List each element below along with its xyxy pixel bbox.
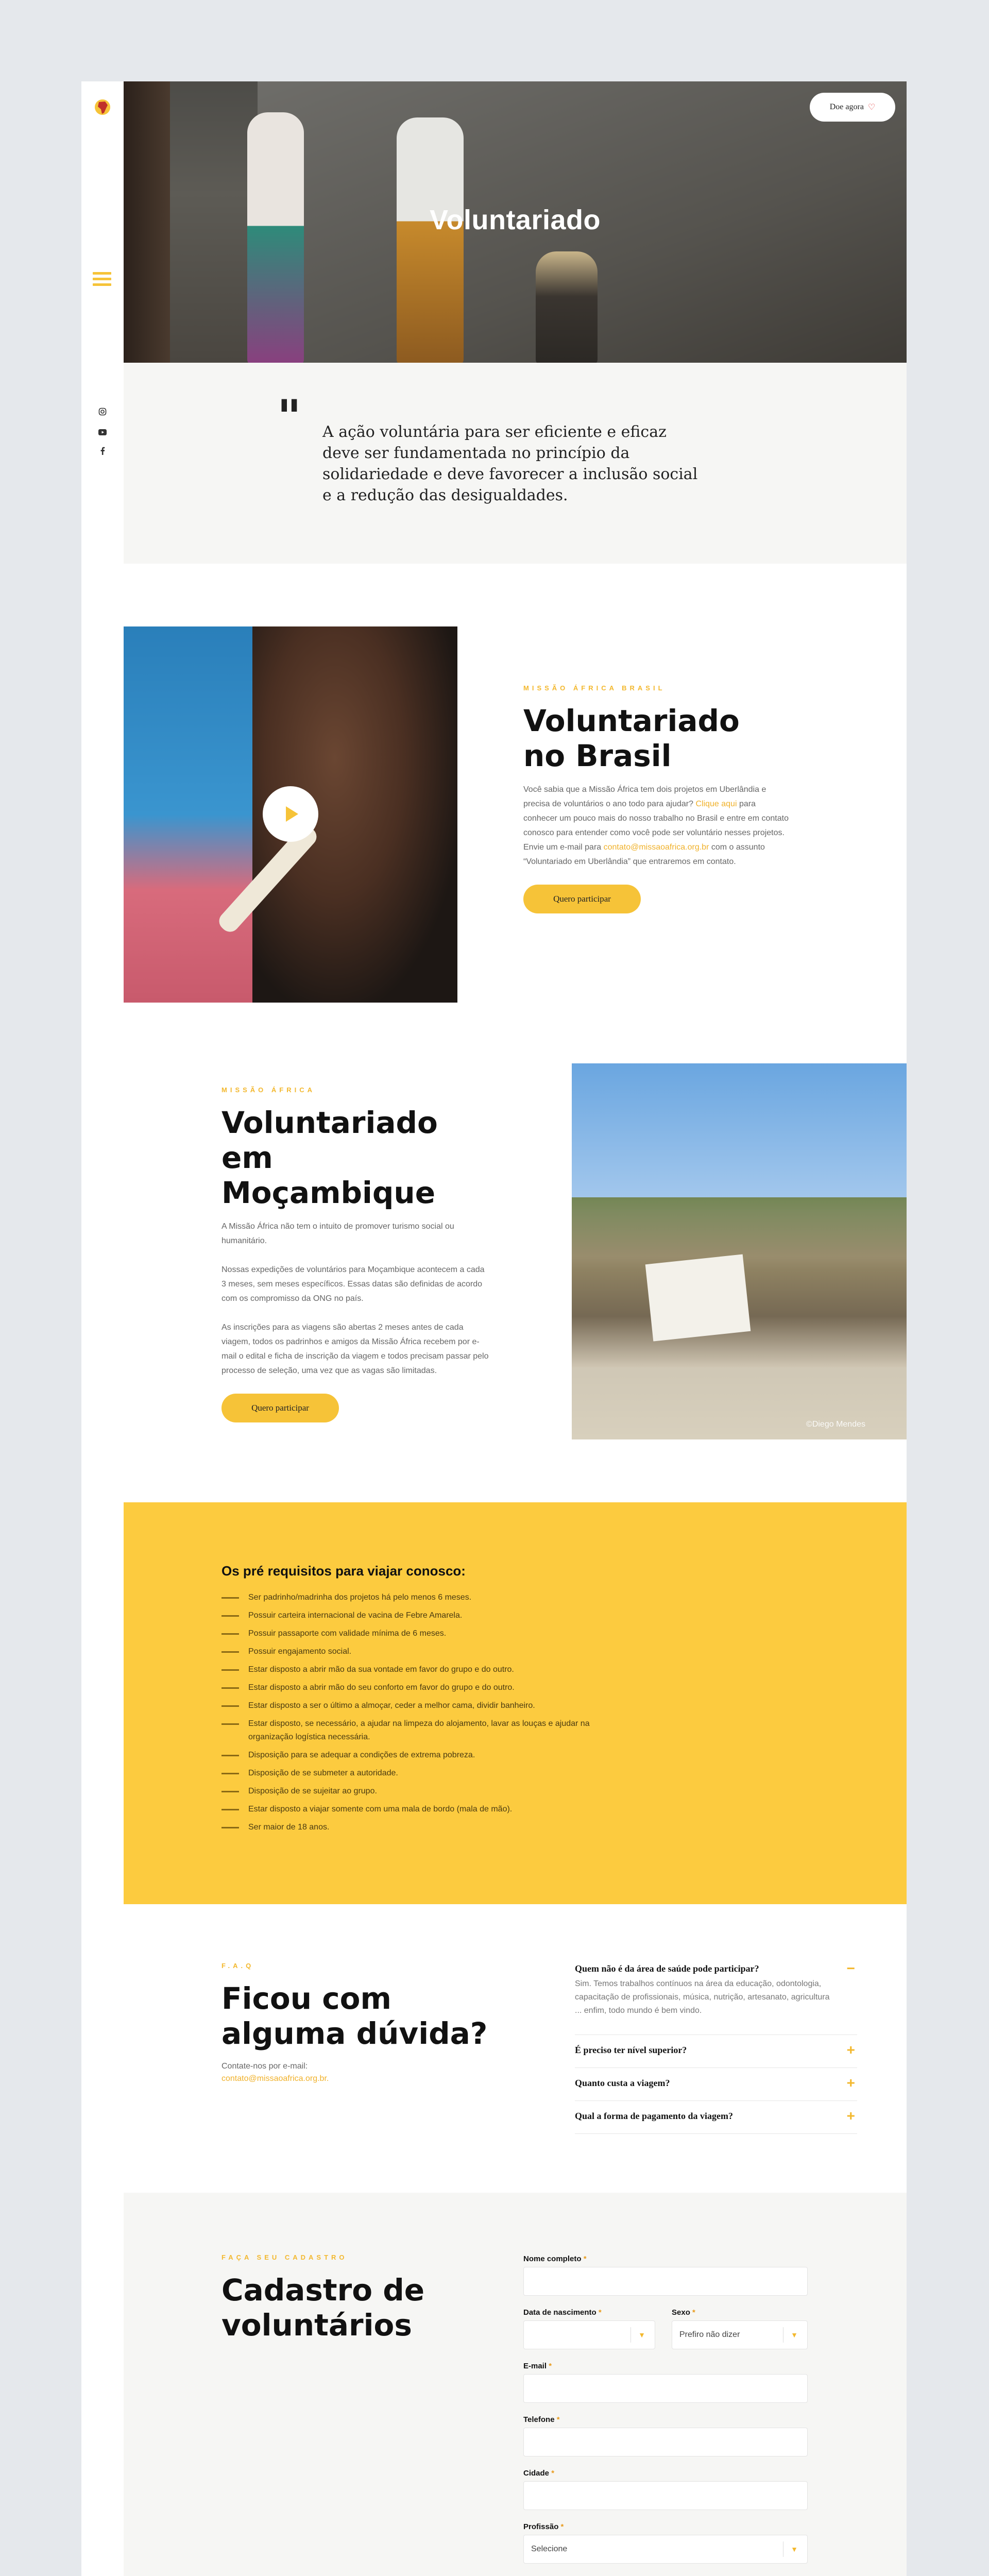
logo-icon[interactable] [91,97,114,117]
faq-answer: Sim. Temos trabalhos contínuos na área da educação, odontologia, capacitação de profissionais, música, nutrição, artesanato, agricultura ... enfim, todo mundo é bem vindo. [575,1979,830,2015]
required-mark: * [598,2308,602,2317]
form-eyebrow: FAÇA SEU CADASTRO [221,2253,348,2261]
brasil-video-thumbnail[interactable] [124,626,457,1003]
required-mark: * [692,2308,695,2317]
mocambique-group-photo [572,1063,907,1439]
quote-text: A ação voluntária para ser eficiente e eficaz deve ser fundamentada no princípio da solidariedade e deve favorecer a inclusão social e a redução das desigualdades. [322,423,698,504]
requirement-item: Disposição para se adequar a condições de extrema pobreza. [221,1749,613,1762]
sex-label [672,2308,695,2317]
required-mark: * [551,2469,555,2478]
city-input[interactable] [523,2481,808,2510]
faq-contact-email-link[interactable]: contato@missaoafrica.org.br. [221,2074,329,2083]
requirement-item: Estar disposto a viajar somente com uma mala de bordo (mala de mão). [221,1803,613,1816]
heart-icon: ♡ [867,103,876,112]
brasil-click-here-link[interactable]: Clique aqui [695,800,737,808]
plus-icon[interactable]: + [846,2042,855,2058]
phone-label [523,2415,560,2424]
hero-figure-back [536,251,598,363]
name-input[interactable] [523,2267,808,2296]
mocambique-eyebrow: MISSÃO ÁFRICA [221,1086,315,1094]
brasil-email-link[interactable]: contato@missaoafrica.org.br [603,843,709,852]
requirement-item: Ser padrinho/madrinha dos projetos há pelo menos 6 meses. [221,1591,613,1604]
minus-icon[interactable]: − [846,1960,855,1976]
select-divider [630,2327,631,2343]
plus-icon[interactable]: + [846,2075,855,2091]
faq-question: Quanto custa a viagem? [575,2078,670,2088]
faq-title-line2: alguma dúvida? [221,2016,488,2051]
requirements-list [221,1591,613,1839]
page-frame [81,81,907,2576]
city-label [523,2469,554,2478]
sex-label-text: Sexo [672,2308,690,2317]
mocambique-text-p2: Nossas expedições de voluntários para Moçambique acontecem a cada 3 meses, sem meses específicos. Essas datas são definidas de acordo com os compromisso da ONG no país. [221,1265,485,1303]
email-input[interactable] [523,2374,808,2403]
brasil-text-p3: com o assunto “Voluntariado em Uberlândia” que entraremos em contato. [523,843,765,866]
brasil-content [523,684,791,913]
profession-label [523,2522,564,2531]
brasil-title-line2: no Brasil [523,738,672,773]
name-label-text: Nome completo [523,2255,582,2263]
faq-item[interactable] [575,2076,857,2101]
hero-figure-left [247,112,304,363]
requirement-item: Possuir engajamento social. [221,1645,613,1658]
requirement-item: Estar disposto a ser o último a almoçar, ceder a melhor cama, dividir banheiro. [221,1699,613,1713]
profession-label-text: Profissão [523,2522,559,2531]
play-button[interactable] [263,786,318,842]
required-mark: * [549,2362,552,2370]
form-title [221,2273,489,2343]
mocambique-title-line1: Voluntariado [221,1105,438,1140]
brasil-title-line1: Voluntariado [523,703,740,738]
requirement-item: Estar disposto a abrir mão da sua vontade em favor do grupo e do outro. [221,1663,613,1676]
menu-icon[interactable] [93,272,111,287]
faq-intro [221,1962,489,2085]
facebook-icon[interactable] [96,446,109,460]
quote-mark-icon: " [277,389,301,444]
faq-question: Quem não é da área de saúde pode participar? [575,1963,759,1974]
required-mark: * [583,2255,587,2263]
photo-credit: ©Diego Mendes [806,1420,865,1429]
requirements-title: Os pré requisitos para viajar conosco: [221,1563,466,1579]
faq-item[interactable] [575,2109,857,2134]
faq-question: É preciso ter nível superior? [575,2045,687,2055]
side-rail [81,81,124,2576]
mocambique-title-line2: em Moçambique [221,1140,436,1210]
requirements-section [124,1502,907,1904]
sex-select-value: Prefiro não dizer [679,2330,740,2339]
mocambique-participate-button[interactable]: Quero participar [221,1394,339,1422]
brasil-title [523,703,791,773]
birthdate-label [523,2308,602,2317]
faq-eyebrow: F.A.Q [221,1962,254,1970]
profession-select-value: Selecione [531,2545,568,2553]
brasil-participate-button[interactable]: Quero participar [523,885,641,913]
hero-figure-right [397,117,464,363]
faq-contact [221,2060,489,2085]
phone-label-text: Telefone [523,2415,555,2424]
city-label-text: Cidade [523,2469,550,2478]
requirement-item: Estar disposto a abrir mão do seu conforto em favor do grupo e do outro. [221,1681,613,1694]
brasil-text-p1: Você sabia que a Missão África tem dois projetos em Uberlândia e precisa de voluntários o ano todo para ajudar? [523,785,766,808]
mocambique-text-p3: As inscrições para as viagens são abertas 2 meses antes de cada viagem, todos os padrinhos e amigos da Missão África recebem por e-mail o edital e ficha de inscrição da viagem e todos precisam passar pelo processo de seleção, uma vez que as vagas são limitadas. [221,1323,489,1375]
faq-item[interactable] [575,2043,857,2068]
requirement-item: Possuir carteira internacional de vacina de Febre Amarela. [221,1609,613,1622]
faq-question: Qual a forma de pagamento da viagem? [575,2111,733,2121]
name-label [523,2255,587,2263]
donate-label: Doe agora [829,103,864,111]
brasil-text [523,783,791,869]
requirement-item: Possuir passaporte com validade mínima de 6 meses. [221,1627,613,1640]
form-intro [221,2253,489,2343]
chevron-down-icon: ▼ [791,2545,798,2553]
plus-icon[interactable]: + [846,2108,855,2124]
requirement-item: Disposição de se submeter a autoridade. [221,1767,613,1780]
quote-section [124,363,907,564]
donate-button[interactable] [810,93,895,122]
sex-select[interactable] [672,2320,808,2349]
chevron-down-icon: ▼ [791,2331,798,2339]
brasil-eyebrow: MISSÃO ÁFRICA BRASIL [523,684,666,692]
hero-title: Voluntariado [429,205,601,235]
phone-input[interactable] [523,2428,808,2456]
mocambique-title [221,1105,489,1210]
birthdate-select[interactable] [523,2320,655,2349]
instagram-icon[interactable] [96,407,109,420]
required-mark: * [560,2522,564,2531]
requirement-item: Ser maior de 18 anos. [221,1821,613,1834]
hero-banner [124,81,907,363]
chevron-down-icon: ▼ [638,2331,645,2339]
mocambique-content [221,1086,489,1422]
youtube-icon[interactable] [96,427,109,440]
requirement-item: Disposição de se sujeitar ao grupo. [221,1785,613,1798]
birthdate-label-text: Data de nascimento [523,2308,596,2317]
email-label-text: E-mail [523,2362,547,2370]
profession-select[interactable] [523,2535,808,2564]
requirement-item: Estar disposto, se necessário, a ajudar na limpeza do alojamento, lavar as louças e ajudar na organização logística necessária. [221,1717,613,1744]
form-title-line1: Cadastro de [221,2273,425,2308]
email-label [523,2362,552,2370]
faq-item-open[interactable] [575,1962,857,2035]
faq-contact-text: Contate-nos por e-mail: [221,2062,308,2071]
faq-title-line1: Ficou com [221,1981,391,2016]
photo-banner [645,1254,751,1341]
mocambique-text-p1: A Missão África não tem o intuito de promover turismo social ou humanitário. [221,1222,454,1245]
required-mark: * [556,2415,560,2424]
play-icon [286,806,298,822]
form-title-line2: voluntários [221,2308,412,2343]
brasil-text-p2: para conhecer um pouco mais do nosso trabalho no Brasil e entre em contato conosco para entender como você pode ser voluntário nesses projetos. Envie um e-mail para [523,800,789,852]
faq-title [221,1981,489,2051]
